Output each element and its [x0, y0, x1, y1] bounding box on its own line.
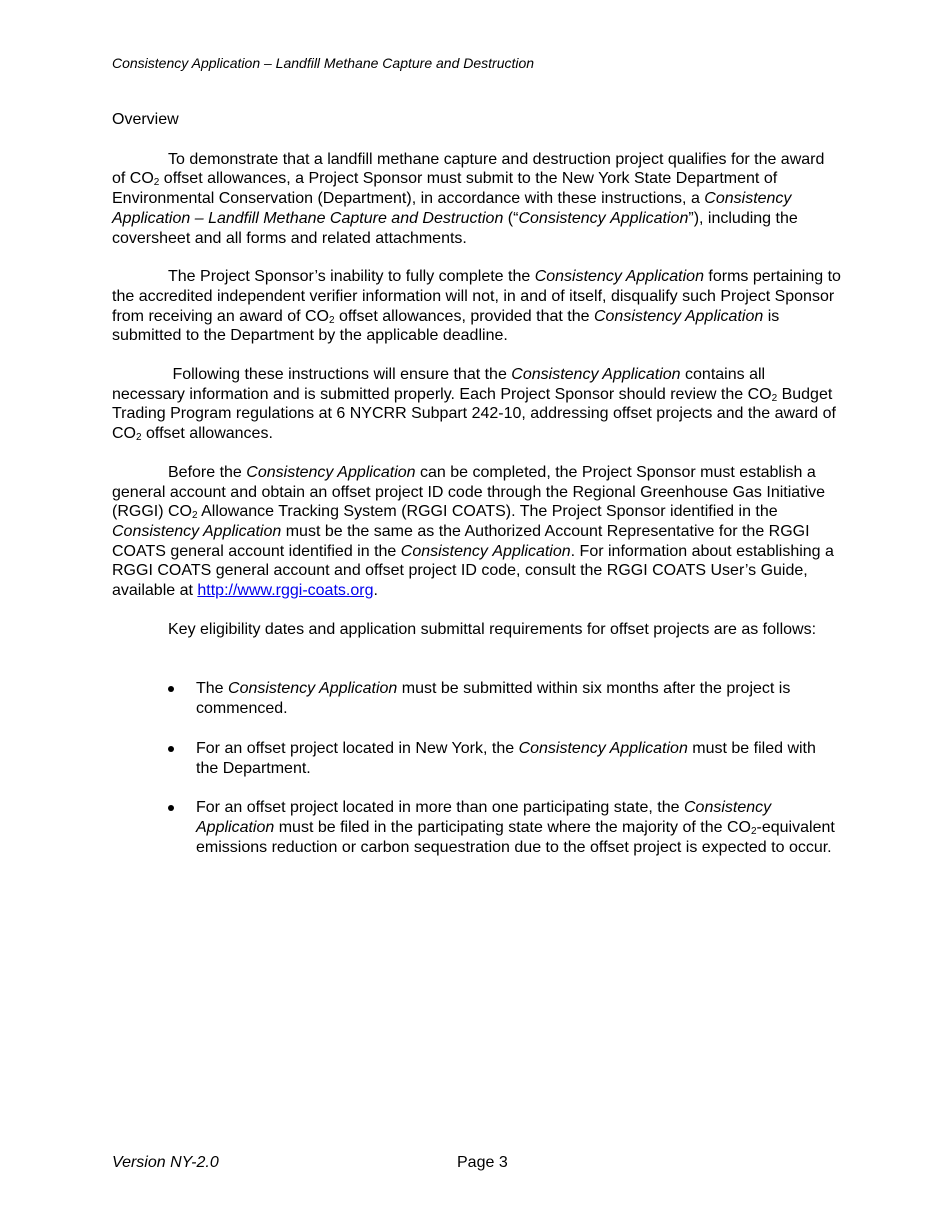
document-body	[112, 110, 842, 877]
page-number: Page 3	[457, 1154, 508, 1171]
co2-term: $CO_2$	[129, 170, 160, 189]
paragraph-4: Before the Consistency Application can be completed, the Project Sponsor must establish a general account and obtain an offset project ID code through the Regional Greenhouse Gas Initiative (RGGI) $CO_2$ Allowance Tracking System (RGGI COATS). The Project Sponsor identified in the Consistency Application must be the same as the Authorized Account Representative for the RGGI COATS general account identified in the Consistency Application. For information about establishing a RGGI COATS general account and offset project ID code, consult the RGGI COATS User’s Guide, available at http://www.rggi-coats.org.	[112, 463, 834, 600]
list-item: For an offset project located in New York, the Consistency Application must be filed with the Department.	[168, 739, 842, 778]
paragraph-2: The Project Sponsor’s inability to fully complete the Consistency Application forms pertaining to the accredited independent verifier information will not, in and of itself, disqualify such Project Sponsor from receiving an award of $CO_2$ offset allowances, provided that the Consistency Application is submitted to the Department by the applicable deadline.	[112, 268, 841, 345]
list-item: For an offset project located in more than one participating state, the Consistency Application must be filed in the participating state where the majority of the $CO_2$-equivalent emissions reduction or carbon sequestration due to the offset project is expected to occur.	[168, 798, 842, 857]
co2-term: $CO_2$	[168, 503, 198, 522]
version-label: Version NY-2.0	[112, 1154, 219, 1171]
paragraph-1: To demonstrate that a landfill methane capture and destruction project qualifies for the award of $CO_2$ offset allowances, a Project Sponsor must submit to the New York State Department of Environmental Conservation (Department), in accordance with these instructions, a Consistency Application – Landfill Methane Capture and Destruction (“Consistency Application”), including the coversheet and all forms and related attachments.	[112, 150, 825, 247]
running-header: Consistency Application – Landfill Methane Capture and Destruction	[112, 55, 535, 71]
paragraph-3: Following these instructions will ensure that the Consistency Application contains all necessary information and is submitted properly. Each Project Sponsor should review the $CO_2$ Budget Trading Program regulations at 6 NYCRR Subpart 242-10, addressing offset projects and the award of $CO_2$ offset allowances.	[112, 366, 836, 444]
co2-term: $CO_2$	[304, 307, 335, 326]
paragraph-5: Key eligibility dates and application submittal requirements for offset projects are as follows:	[168, 620, 817, 638]
co2-term: $CO_2$	[112, 425, 142, 444]
section-heading: Overview	[112, 111, 179, 128]
rggi-coats-link[interactable]: http://www.rggi-coats.org	[197, 582, 374, 600]
co2-term: $CO_2$	[747, 385, 778, 404]
bullet-icon	[168, 805, 174, 811]
bullet-icon	[168, 686, 174, 692]
requirements-list	[112, 679, 842, 857]
co2-term: $CO_2$	[726, 818, 757, 837]
bullet-icon	[168, 746, 174, 752]
application-full-title: Consistency Application – Landfill Methane Capture and Destruction	[112, 190, 792, 227]
list-item: The Consistency Application must be submitted within six months after the project is commenced.	[168, 679, 842, 718]
